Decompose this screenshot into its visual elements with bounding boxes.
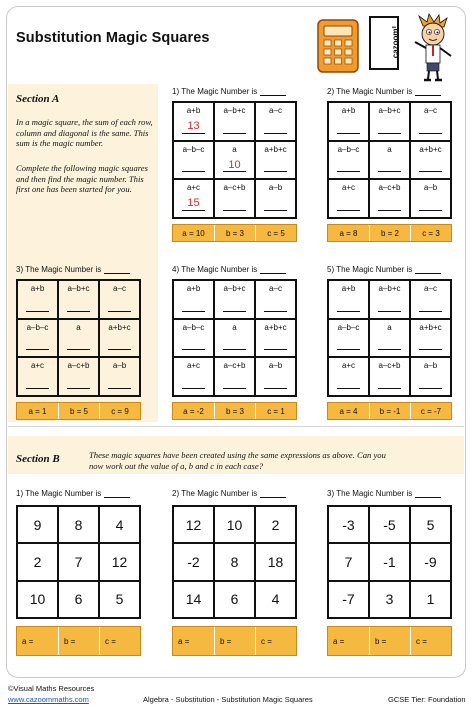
cell-expression: a–c+b [67,361,90,371]
cell-number: -9 [424,553,437,570]
magic-number-blank[interactable] [260,87,286,96]
variable-value: a = 10 [182,228,205,238]
variable-value: c = 9 [99,403,140,419]
cell-expression: a–c [269,284,282,293]
magic-square-cell[interactable] [214,319,255,358]
variable-value: b = 2 [369,225,410,241]
magic-number-blank[interactable] [260,265,286,274]
variable-value: b = 3 [214,225,255,241]
question-label [327,87,441,96]
magic-square-cell[interactable] [328,357,369,396]
answer-line [419,171,442,172]
magic-square-cell[interactable] [173,179,214,218]
cell-expression: a+c [341,361,356,371]
magic-square-cell[interactable] [255,280,296,319]
magic-square-cell[interactable] [369,280,410,319]
answer-line [419,388,442,389]
answer-line [419,210,442,211]
magic-square-cell[interactable] [255,357,296,396]
answer-line [182,210,205,211]
cell-expression: a [232,144,237,154]
magic-number-blank[interactable] [260,489,286,498]
answer-line [67,349,90,350]
magic-square-cell[interactable] [17,319,58,358]
cell-expression: a–b [112,361,127,371]
variable-answer-box[interactable]: c = [99,627,140,655]
question-prefix: The Magic Number is [336,265,413,274]
cell-expression: a+b+c [419,144,442,154]
cell-expression: a–b+c [223,284,246,293]
variable-answer-box[interactable]: c = [410,627,451,655]
answer-line [378,171,401,172]
magic-square-cell[interactable] [173,280,214,319]
cell-number: 3 [385,591,394,608]
variable-values [172,402,297,420]
variable-value: b = 5 [58,403,99,419]
magic-square-cell[interactable] [255,141,296,180]
variable-answer-box[interactable]: a = [22,636,34,646]
answer-line [337,210,360,211]
cell-number: 4 [271,591,280,608]
variable-value: c = 5 [255,225,296,241]
magic-number-blank[interactable] [415,489,441,498]
answer-line [264,388,287,389]
variable-answer-box[interactable]: b = [58,627,99,655]
answer-line [223,210,246,211]
magic-square-cell[interactable] [99,280,140,319]
variable-value: a = 1 [28,406,47,416]
magic-square-cell [369,543,410,580]
magic-square-cell [214,581,255,618]
magic-square-cell[interactable] [328,179,369,218]
cell-number: 4 [115,516,124,533]
magic-square-cell[interactable] [214,280,255,319]
cell-number: -3 [342,516,355,533]
answer-line [378,133,401,134]
cell-expression: a+c [186,361,201,371]
variable-values [327,224,452,242]
magic-square-grid [16,279,141,397]
magic-square-cell[interactable] [255,102,296,141]
magic-square-cell[interactable] [214,357,255,396]
magic-square-cell[interactable] [369,141,410,180]
question-prefix: The Magic Number is [181,87,258,96]
answer-line [337,171,360,172]
question-number: 3) [327,489,335,498]
answer-line [223,311,246,312]
question-prefix: The Magic Number is [336,489,413,498]
cell-number: 6 [74,591,83,608]
magic-square-cell [17,581,58,618]
answer-line [419,311,442,312]
magic-square-cell[interactable] [410,357,451,396]
answer-line [419,349,442,350]
footer-topic: Algebra - Substitution - Substitution Magic Squares [143,695,313,704]
cell-number: -5 [383,516,396,533]
cell-expression: a+b+c [264,322,287,332]
variable-values [172,224,297,242]
cell-expression: a+b+c [419,322,442,332]
magic-square-cell[interactable] [214,141,255,180]
magic-square-cell[interactable] [58,280,99,319]
magic-square-cell[interactable] [173,102,214,141]
magic-number-blank[interactable] [104,489,130,498]
cell-expression: a–b–c [182,322,205,332]
cell-expression: a–b+c [223,106,246,115]
magic-square-cell[interactable] [58,319,99,358]
magic-square-cell[interactable] [173,319,214,358]
cell-expression: a–b–c [337,322,360,332]
magic-square-cell [214,506,255,543]
magic-number-blank[interactable] [415,87,441,96]
magic-square-grid [172,279,297,397]
footer-tier: GCSE Tier: Foundation [388,695,466,704]
answer-line [182,388,205,389]
mascot-illustration [407,12,461,82]
section-b-label: Section B [16,453,60,465]
cell-number: -2 [187,553,200,570]
cell-expression: a–c+b [378,361,401,371]
variable-value: a = -2 [183,406,204,416]
answer-line [264,311,287,312]
cell-number: 8 [230,553,239,570]
question-number: 3) [16,265,24,274]
magic-square-cell[interactable] [214,102,255,141]
question-number: 1) [16,489,24,498]
answer-line [337,388,360,389]
answer-line [223,171,246,172]
magic-square-cell [173,581,214,618]
variable-values [327,402,452,420]
magic-square-cell [410,581,451,618]
answer-line [337,349,360,350]
cell-answer: 13 [187,120,200,132]
magic-square-cell [410,506,451,543]
answer-line [419,133,442,134]
cell-expression: a–b–c [337,144,360,154]
magic-square-cell [255,506,296,543]
magic-square-cell[interactable] [173,141,214,180]
section-b-instructions: These magic squares have been created using the same expressions as above. Can you now work out the value of a, b and c in each case? [89,450,386,471]
section-a-label: Section A [16,93,60,105]
magic-square-cell [58,581,99,618]
cell-expression: a–c [424,284,437,293]
magic-square-cell[interactable] [328,280,369,319]
magic-square-cell [255,581,296,618]
magic-square-cell[interactable] [369,319,410,358]
magic-square-cell [255,543,296,580]
logo-text: cazoom! [391,25,400,59]
magic-square-cell[interactable] [328,319,369,358]
magic-number-blank[interactable] [415,265,441,274]
magic-square-cell[interactable] [328,102,369,141]
cell-expression: a–c+b [378,183,401,193]
magic-square-cell [369,581,410,618]
cell-expression: a+b [341,284,356,293]
question-label [172,87,286,96]
question-number: 2) [172,489,180,498]
cell-expression: a–b [268,183,283,193]
answer-line [378,388,401,389]
cell-number: 5 [115,591,124,608]
cell-number: 12 [185,516,202,533]
question-number: 4) [172,265,180,274]
cell-number: 8 [74,516,83,533]
variable-answer-box[interactable]: a = [333,636,345,646]
magic-square-cell [328,581,369,618]
magic-square-cell [369,506,410,543]
variable-value: a = 4 [339,406,358,416]
magic-square-cell [58,506,99,543]
answer-line [223,388,246,389]
answer-line [67,388,90,389]
variable-answer-box[interactable]: c = [255,627,296,655]
magic-square-cell[interactable] [99,357,140,396]
cell-expression: a+b [186,284,201,293]
magic-square-cell[interactable] [17,357,58,396]
magic-square-cell[interactable] [255,179,296,218]
magic-square-cell[interactable] [410,319,451,358]
variable-answer-box[interactable]: b = [369,627,410,655]
variable-value: b = -1 [369,403,410,419]
answer-line [337,311,360,312]
answer-line [182,349,205,350]
variable-value: b = 3 [214,403,255,419]
answer-line [264,133,287,134]
magic-square-grid [172,101,297,219]
answer-line [26,349,49,350]
magic-square-cell [328,506,369,543]
cell-number: 9 [33,516,42,533]
cell-expression: a+b+c [108,322,131,332]
magic-square-cell [410,543,451,580]
answer-line [182,133,205,134]
cell-expression: a+b [186,106,201,115]
variable-answer-box[interactable]: b = [214,627,255,655]
question-label [327,265,441,274]
cell-number: 2 [33,553,42,570]
question-prefix: The Magic Number is [181,489,258,498]
answer-line [26,388,49,389]
answer-line [378,210,401,211]
question-number: 2) [327,87,335,96]
magic-square-cell[interactable] [58,357,99,396]
magic-square-cell [58,543,99,580]
magic-square-cell [173,506,214,543]
variable-answer-box[interactable]: a = [178,636,190,646]
question-label [16,265,130,274]
cell-expression: a–b [268,361,283,371]
variable-value: a = 8 [339,228,358,238]
magic-square-cell [173,543,214,580]
magic-square-cell[interactable] [410,179,451,218]
footer-url[interactable]: www.cazoommaths.com [8,695,89,704]
magic-square-cell [328,543,369,580]
cell-expression: a–b+c [378,284,401,293]
question-prefix: The Magic Number is [25,489,102,498]
magic-square-cell[interactable] [410,141,451,180]
cell-expression: a–c [424,106,437,115]
magic-square-cell[interactable] [369,179,410,218]
magic-square-cell[interactable] [214,179,255,218]
answer-line [223,133,246,134]
question-label [172,265,286,274]
cell-number: 12 [111,553,128,570]
question-label [172,489,286,498]
answer-line [264,210,287,211]
question-prefix: The Magic Number is [25,265,102,274]
variable-values [16,402,141,420]
cell-number: 10 [29,591,46,608]
cell-expression: a [232,322,237,332]
magic-square-cell [99,543,140,580]
section-divider [8,426,464,427]
magic-square-grid [327,505,452,619]
magic-number-blank[interactable] [104,265,130,274]
cell-number: 10 [226,516,243,533]
magic-square-cell[interactable] [255,319,296,358]
footer-copyright: ©Visual Maths Resources [8,684,95,693]
cell-answer: 15 [187,197,200,210]
answer-line [182,171,205,172]
cell-expression: a–c+b [223,361,246,371]
magic-square-cell[interactable] [410,280,451,319]
answer-line [67,311,90,312]
cell-answer: 10 [228,158,241,171]
magic-square-cell [17,543,58,580]
magic-square-cell[interactable] [410,102,451,141]
cell-expression: a+b+c [264,144,287,154]
variable-value: c = 3 [410,225,451,241]
cell-expression: a+c [341,183,356,193]
variable-answer-boxes [327,626,452,656]
cell-expression: a–b+c [67,284,90,293]
magic-square-cell [99,506,140,543]
question-number: 1) [172,87,180,96]
question-number: 5) [327,265,335,274]
magic-square-cell[interactable] [173,357,214,396]
cell-number: -1 [383,553,396,570]
answer-line [108,388,131,389]
question-prefix: The Magic Number is [336,87,413,96]
variable-value: c = -7 [410,403,451,419]
magic-square-cell[interactable] [369,102,410,141]
cell-expression: a+b [30,284,45,293]
magic-square-grid [327,279,452,397]
magic-square-cell[interactable] [328,141,369,180]
magic-square-cell[interactable] [369,357,410,396]
cell-expression: a–c [113,284,126,293]
answer-line [264,171,287,172]
answer-line [108,349,131,350]
question-label [327,489,441,498]
magic-square-grid [16,505,141,619]
variable-answer-boxes [16,626,141,656]
answer-line [264,349,287,350]
cell-expression: a–b [423,361,438,371]
cell-number: 7 [74,553,83,570]
section-a-instructions-2: Complete the following magic squares and then find the magic number. This first one has been started for you. [16,163,148,194]
cell-expression: a+c [30,361,45,371]
variable-value: c = 1 [255,403,296,419]
variable-answer-boxes [172,626,297,656]
answer-line [378,311,401,312]
magic-square-grid [172,505,297,619]
answer-line [182,311,205,312]
cell-expression: a+c [186,183,201,193]
question-label [16,489,130,498]
cell-expression: a+b [341,106,356,115]
cell-number: 7 [344,553,353,570]
cell-expression: a–b–c [26,322,49,332]
cell-expression: a–b [423,183,438,193]
magic-square-cell [214,543,255,580]
cell-number: 6 [230,591,239,608]
cell-expression: a–b–c [182,144,205,154]
magic-square-cell[interactable] [99,319,140,358]
magic-square-grid [327,101,452,219]
answer-line [223,349,246,350]
magic-square-cell [17,506,58,543]
cell-expression: a–b+c [378,106,401,115]
cell-number: 14 [185,591,202,608]
cell-expression: a [76,322,81,332]
answer-line [337,133,360,134]
page-title: Substitution Magic Squares [16,30,210,46]
magic-square-cell[interactable] [17,280,58,319]
cell-number: 18 [267,553,284,570]
magic-square-cell [99,581,140,618]
answer-line [108,311,131,312]
cell-number: 1 [426,591,435,608]
cell-expression: a–c+b [223,183,246,193]
cell-number: 5 [426,516,435,533]
cell-number: -7 [342,591,355,608]
answer-line [378,349,401,350]
answer-line [26,311,49,312]
cell-number: 2 [271,516,280,533]
section-a-instructions-1: In a magic square, the sum of each row, column and diagonal is the same. This sum is the magic number. [16,117,153,148]
cazoom-logo [369,16,399,70]
cell-expression: a–c [269,106,282,115]
calculator-icon [315,18,361,74]
cell-expression: a [387,144,392,154]
cell-expression: a [387,322,392,332]
question-prefix: The Magic Number is [181,265,258,274]
